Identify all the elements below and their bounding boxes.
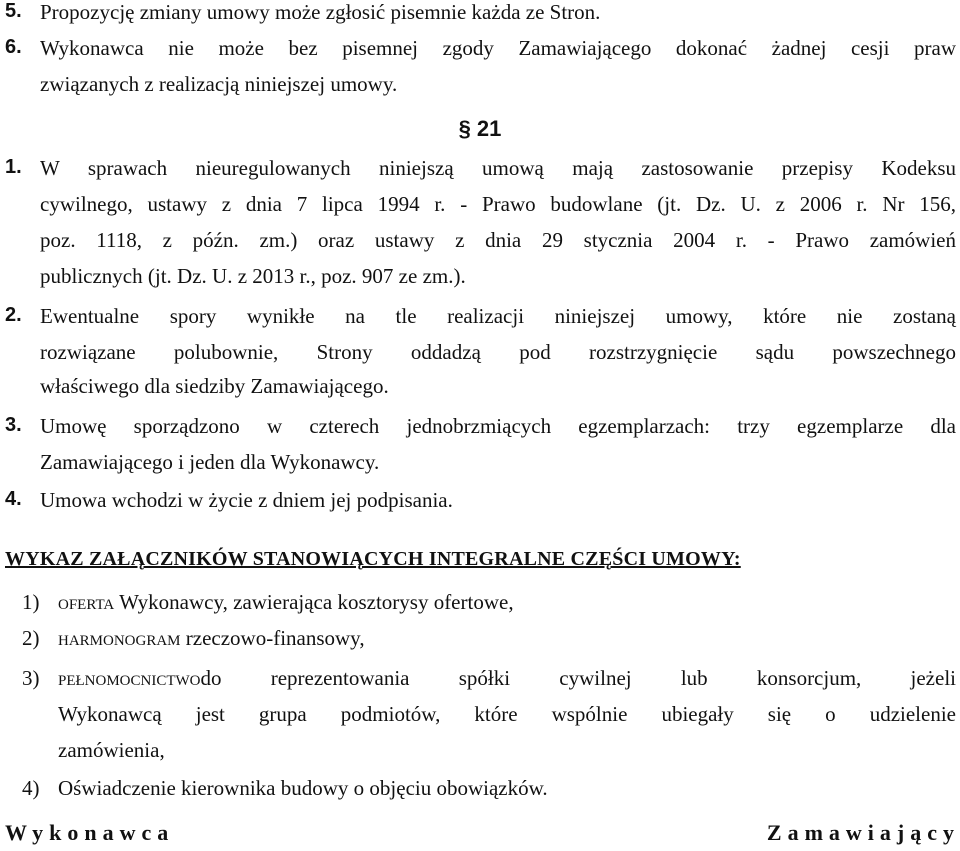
item-text-line: W sprawach nieuregulowanych niniejszą umową mają zastosowanie przepisy Kodeksu (40, 156, 956, 180)
attachment-text: do reprezentowania spółki cywilnej lub konsorcjum, jeżeli (200, 666, 956, 690)
attachment-number: 2) (22, 626, 40, 650)
attachments-heading: WYKAZ ZAŁĄCZNIKÓW STANOWIĄCYCH INTEGRALNE CZĘŚCI UMOWY: (5, 548, 741, 570)
section-mark: § 21 (458, 116, 502, 141)
item-text-line: poz. 1118, z późn. zm.) oraz ustawy z dnia 29 stycznia 2004 r. - Prawo zamówień (40, 228, 956, 252)
attachment-text: rzeczowo-finansowy, (180, 626, 365, 650)
item-text-line: Umowę sporządzono w czterech jednobrzmiących egzemplarzach: trzy egzemplarze dla (40, 414, 956, 438)
clause-text-line: związanych z realizacją niniejszej umowy. (40, 72, 398, 96)
item-text-line: Ewentualne spory wynikłe na tle realizacji niniejszej umowy, które nie zostaną (40, 304, 956, 328)
attachment-caps: PEŁNOMOCNICTWO (58, 673, 201, 689)
clause-number: 5. (5, 0, 22, 22)
item-text-line: Zamawiającego i jeden dla Wykonawcy. (40, 450, 380, 474)
attachment-number: 1) (22, 590, 40, 614)
item-text-line: cywilnego, ustawy z dnia 7 lipca 1994 r. - Prawo budowlane (jt. Dz. U. z 2006 r. Nr 156, (40, 192, 956, 216)
item-text-line: publicznych (jt. Dz. U. z 2013 r., poz. 907 ze zm.). (40, 264, 466, 288)
attachment-caps: OFERTA (58, 597, 115, 613)
attachment-number: 4) (22, 776, 40, 800)
item-number: 1. (5, 156, 22, 178)
clause-text: Propozycję zmiany umowy może zgłosić pisemnie każda ze Stron. (40, 0, 601, 24)
attachment-number: 3) (22, 666, 40, 690)
signature-employer: Zamawiający (766, 820, 960, 845)
item-text-line: rozwiązane polubownie, Strony oddadzą pod rozstrzygnięcie sądu powszechnego (40, 340, 956, 364)
signature-contractor: Wykonawca (5, 820, 175, 845)
clause-number: 6. (5, 36, 22, 58)
item-number: 2. (5, 304, 22, 326)
attachment-caps: HARMONOGRAM (58, 633, 181, 649)
item-text-line: Umowa wchodzi w życie z dniem jej podpisania. (40, 488, 453, 512)
clause-text-line: Wykonawca nie może bez pisemnej zgody Zamawiającego dokonać żadnej cesji praw (40, 36, 956, 60)
attachment-text: Wykonawcy, zawierająca kosztorysy ofertowe, (114, 590, 514, 614)
attachment-text-line: Wykonawcą jest grupa podmiotów, które wspólnie ubiegały się o udzielenie (58, 702, 956, 726)
item-number: 3. (5, 414, 22, 436)
attachment-text: Oświadczenie kierownika budowy o objęciu obowiązków. (58, 776, 548, 800)
item-text-line: właściwego dla siedziby Zamawiającego. (40, 374, 389, 398)
item-number: 4. (5, 488, 22, 510)
attachment-text-line: zamówienia, (58, 738, 165, 762)
